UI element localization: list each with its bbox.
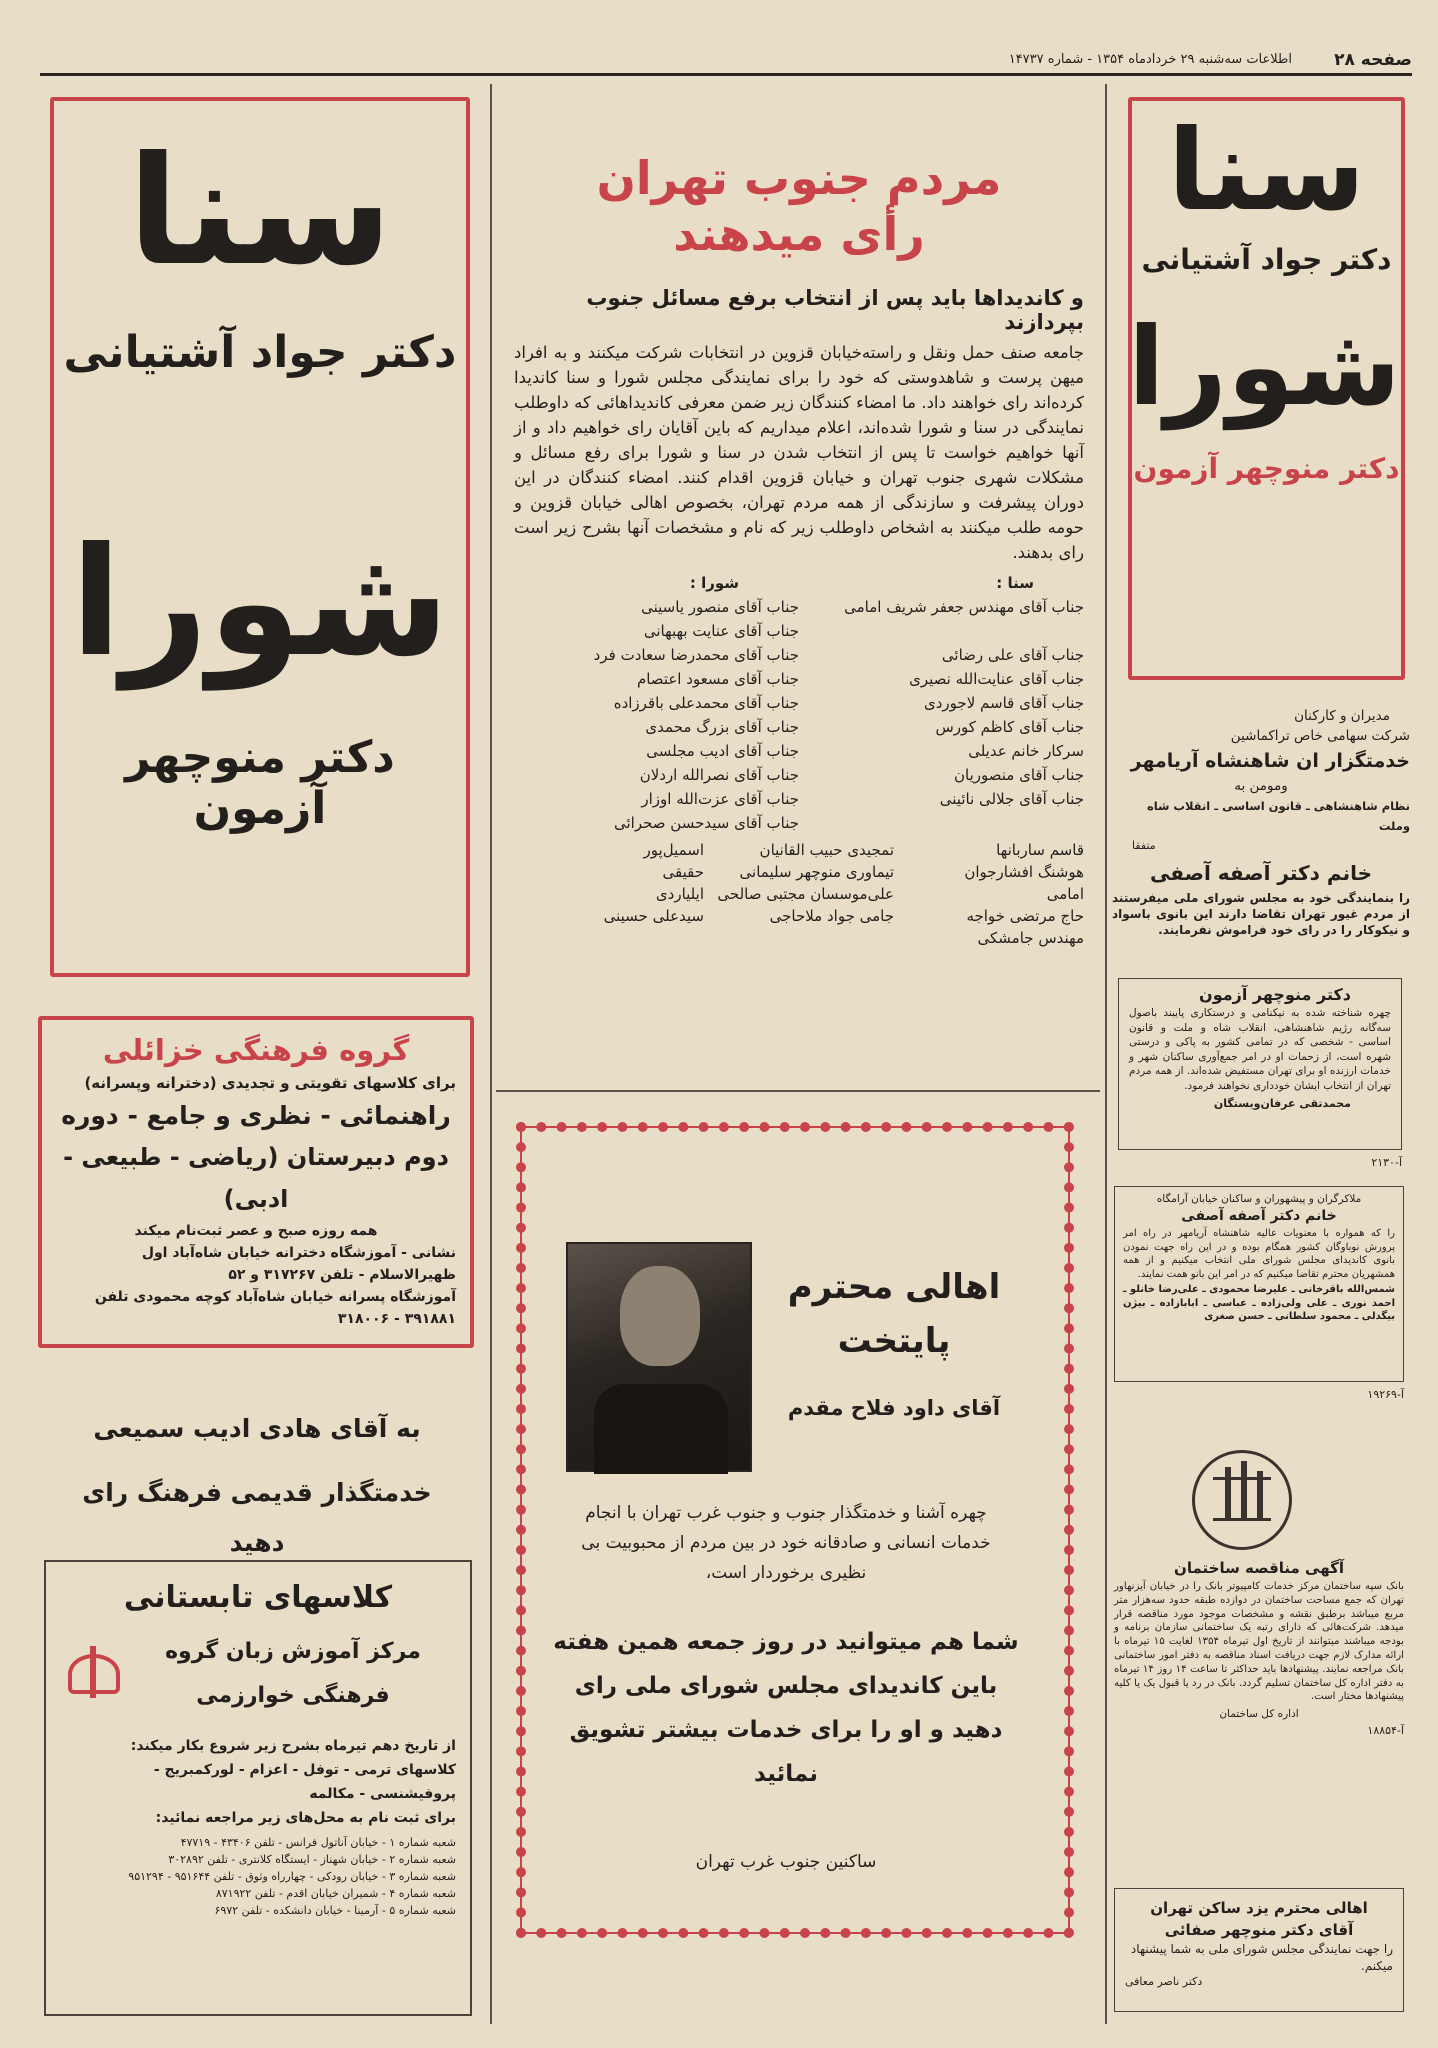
candidate-lists — [514, 571, 1084, 835]
sena-item: جناب آقای کاظم کورس — [935, 718, 1084, 736]
trak-line: متفقا — [1132, 839, 1156, 852]
trak-candidate: خانم دکتر آصفه آصفی — [1149, 861, 1373, 885]
sena-item: جناب آقای عنایت‌الله نصیری — [909, 670, 1084, 688]
signer: اسمیل‌پور — [643, 841, 704, 859]
falah-title-2: پایتخت — [837, 1321, 951, 1361]
kharazmi-logo-icon — [60, 1644, 130, 1704]
article-subhead: و کاندیداها باید پس از انتخاب برفع مسائل جنوب بپردازند — [586, 286, 1084, 334]
shora-item: جناب آقای نصرالله اردلان — [639, 766, 799, 784]
candidate-photo — [566, 1242, 752, 1472]
page-number: صفحه ۲۸ — [1334, 50, 1412, 70]
sena-list — [799, 571, 1084, 835]
summer-title: کلاسهای تابستانی — [123, 1580, 393, 1615]
khazali-address: نشانی - آموزشگاه دخترانه خیابان شاه‌آباد اول ظهیرالاسلام - تلفن ۳۱۷۲۶۷ و ۵۲ — [141, 1245, 456, 1283]
khazali-line: دوم دبیرستان (ریاضی - طبیعی - ادبی) — [63, 1143, 449, 1213]
column-rule-right — [1105, 84, 1107, 2024]
signer: امامی — [1046, 885, 1084, 903]
signer: ایلیاردی — [655, 885, 704, 903]
summer-line: پروفیشنسی - مکالمه — [309, 1786, 456, 1802]
shora-item: جناب آقای محمدرضا سعادت فرد — [593, 646, 799, 664]
branch-item: شعبه شماره ۵ - آرمینا - خیابان دانشکده - تلفن ۶۹۷۲ — [214, 1904, 456, 1917]
signers-grid — [514, 839, 1084, 949]
khazali-line: همه روزه صبح و عصر ثبت‌نام میکند — [134, 1223, 378, 1239]
trak-line: ومومن به — [1234, 778, 1288, 794]
bank-code: آ-۱۸۸۵۴ — [1367, 1724, 1404, 1738]
trak-line: مدیران و کارکنان — [1294, 708, 1390, 724]
right-election-ad — [1128, 97, 1405, 680]
sena-item: سرکار خانم عدیلی — [968, 742, 1084, 760]
khazali-title: گروه فرهنگی خزائلی — [102, 1033, 410, 1067]
summer-line: کلاسهای ترمی - توفل - اعزام - لورکمبریج - — [153, 1762, 456, 1778]
adib-line-2: خدمتگذار قدیمی فرهنگ رای دهید — [82, 1478, 432, 1557]
signer: جامی جواد ملاحاجی — [769, 907, 894, 925]
khazali-line: راهنمائی - نظری و جامع - دوره — [61, 1101, 451, 1130]
signer: علی‌موسسان مجتبی صالحی — [717, 885, 894, 903]
shora-list — [514, 571, 799, 835]
azmoon-title: دکتر منوچهر آزمون — [1199, 985, 1351, 1004]
article-body: جامعه صنف حمل ونقل و راسته‌خیابان قزوین در انتخابات شرکت میکنند و به افراد میهن پرست و شاهدوستی که خود را برای نمایندگی مجلس شورا و سنا کاندیدا کرده‌اند رای خواهند داد. ما امضاء کنندگان زیر ضمن معرفی کاندیداهائی که داوطلب نمایندگی در سنا و شورا شده‌اند، اعلام میداریم که باین آقایان رای خواهیم داد و از آنها خواهیم خواست تا پس از انتخاب شدن در سنا و شورا برای رفع مسائل و مشکلات شهری جنوب تهران و خیابان قزوین اقدام کنند. امضاء کنندگان در این دوران پیشرفت و سازندگی از همه مردم تهران، بخصوص اهالی خیابان قزوین و حومه طلب میکنند به اشخاص داوطلب زیر که نام و مشخصات آنها بشرح زیر است رای بدهند. — [514, 343, 1084, 562]
signer: تیماوری منوچهر سلیمانی — [739, 863, 894, 881]
shora-item: جناب آقای عزت‌الله اوزار — [641, 790, 799, 808]
adib-line-1: به آقای هادی ادیب سمیعی — [93, 1414, 421, 1443]
shora-item: جناب آقای ادیب مجلسی — [646, 742, 799, 760]
trak-body: را بنمایندگی خود به مجلس شورای ملی میفرستند از مردم غیور تهران تقاضا دارند این بانوی باسواد و نیکوکار را در رای خود فراموش نفرمایند. — [1112, 891, 1410, 937]
trakmashin-ad — [1112, 706, 1410, 958]
yazd-title-2: آقای دکتر منوچهر صفائی — [1164, 1921, 1354, 1939]
azmoon-body: چهره شناخته شده به نیکنامی و درستکاری پایبند باصول سه‌گانه رژیم شاهنشاهی، انقلاب شاه و ملت و قانون اساسی - شخصی که در تمامی کشور به پاکی و درستی شهره است، از زحمات او در امر جمع‌آوری ساکنان شهر و خدمات ارزنده او برای تهران مستفیض شده‌اند. از همه مردم تهران از انتخاب ایشان خودداری نخواهند فرمود. — [1129, 1007, 1391, 1092]
branch-item: شعبه شماره ۲ - خیابان شهناز - ایستگاه کلانتری - تلفن ۳۰۲۸۹۲ — [168, 1853, 456, 1866]
falah-paragraph-1: چهره آشنا و خدمتگذار جنوب و جنوب غرب تهران با انجام خدمات انسانی و صادقانه خود در بین مردم از محبوبیت بی نظیری برخوردار است، — [581, 1503, 991, 1583]
asefi-names: شمس‌الله باقرخانی ـ علیرضا محمودی ـ علی‌رضا خانلو ـ احمد نوری ـ علی ولی‌زاده ـ عباسی ـ ابابازاده ـ بیژن بیگدلی ـ محمود سلطانی ـ حسن صغری — [1123, 1284, 1395, 1322]
yazd-box — [1114, 1888, 1404, 2012]
summer-line: از تاریخ دهم تیرماه بشرح زیر شروع بکار میکند: — [130, 1738, 456, 1754]
trak-line: نظام شاهنشاهی ـ قانون اساسی ـ انقلاب شاه وملت — [1146, 799, 1410, 833]
branch-item: شعبه شماره ۴ - شمیران خیابان اقدم - تلفن ۸۷۱۹۲۲ — [215, 1887, 456, 1900]
left-election-ad — [50, 97, 470, 977]
summer-classes-ad — [44, 1560, 472, 2016]
summer-line: برای ثبت نام به محل‌های زیر مراجعه نمائید: — [155, 1810, 456, 1826]
yazd-title-1: اهالی محترم یزد ساکن تهران — [1150, 1899, 1368, 1917]
signer: حاج مرتضی خواجه — [966, 907, 1084, 925]
shora-item: جناب آقای سیدحسن صحرائی — [613, 814, 799, 832]
bank-signature: اداره کل ساختمان — [1219, 1708, 1299, 1721]
sena-item: جناب آقای جلالی نائینی — [939, 790, 1084, 808]
asefi-title: خانم دکتر آصفه آصفی — [1181, 1208, 1337, 1224]
branch-item: شعبه شماره ۱ - خیابان آناتول فرانس - تلفن ۴۳۴۰۶ - ۴۷۷۱۹ — [180, 1836, 456, 1849]
photo-suit — [594, 1384, 728, 1474]
sena-item: جناب آقای منصوریان — [954, 766, 1084, 784]
left-ad-name1: دکتر جواد آشتیانی — [63, 327, 457, 378]
trak-headline: خدمتگزار ان شاهنشاه آریامهر — [1130, 750, 1410, 772]
khazali-address: آموزشگاه پسرانه خیابان شاه‌آباد کوچه محمودی تلفن ۳۹۱۸۸۱ - ۳۱۸۰۰۶ — [94, 1289, 456, 1327]
signer: تمجیدی حبیب القانیان — [759, 841, 894, 859]
shora-item: جناب آقای بزرگ محمدی — [645, 718, 799, 736]
sena-item: جناب آقای علی رضائی — [941, 646, 1084, 664]
signer: حقیقی — [662, 863, 704, 881]
center-divider — [496, 1090, 1100, 1092]
signer: سیدعلی حسینی — [603, 907, 704, 925]
bank-tender-ad — [1114, 1556, 1404, 1856]
falah-signature: ساکنین جنوب غرب تهران — [695, 1852, 877, 1872]
sena-label: سنا : — [996, 574, 1034, 592]
asefi-top-line: ملاکرگران و پیشهوران و ساکنان خیابان آرامگاه — [1156, 1193, 1362, 1205]
sena-item: جناب آقای قاسم لاجوردی — [924, 694, 1084, 712]
masthead-line: اطلاعات سه‌شنبه ۲۹ خردادماه ۱۳۵۴ - شماره ۱۴۷۳۷ — [1008, 52, 1292, 67]
falah-paragraph-2: شما هم میتوانید در روز جمعه همین هفته باین کاندیدای مجلس شورای ملی رای دهید و او را برای خدمات بیشتر تشویق نمائید — [553, 1629, 1019, 1787]
yazd-body: را جهت نمایندگی مجلس شورای ملی به شما پیشنهاد میکنم. — [1130, 1942, 1393, 1973]
shora-item: جناب آقای مسعود اعتصام — [636, 670, 799, 688]
falah-ad — [516, 1122, 1074, 1938]
trak-company: شرکت سهامی خاص تراکماشین — [1230, 728, 1410, 744]
branch-list — [60, 1834, 456, 1919]
falah-title-1: اهالی محترم — [787, 1267, 1001, 1307]
shora-item: جناب آقای محمدعلی باقرزاده — [613, 694, 799, 712]
right-ad-sena: سنا — [1167, 106, 1366, 236]
right-ad-name1: دکتر جواد آشتیانی — [1141, 243, 1392, 276]
summer-line: فرهنگی خوارزمی — [196, 1683, 390, 1708]
asefi-body: را که همواره با معنویات عالیه شاهنشاه آریامهر در راه امر پرورش نوباوگان کشور همگام بوده و در این راه جهت نمودن بانوی کاندیدای مجلس شورای ملی انتخاب میکنیم و از همه همشهریان محترم تقاضا میکنیم که در امر این بانو همت نمایند. — [1123, 1228, 1395, 1280]
azmoon-box — [1118, 978, 1402, 1150]
summer-line: مرکز آموزش زبان گروه — [165, 1639, 421, 1664]
bank-title: آگهی مناقصه ساختمان — [1174, 1559, 1344, 1577]
page-header — [40, 48, 1412, 76]
signer: قاسم ساربانها — [996, 841, 1084, 859]
khazali-line: برای کلاسهای تقویتی و تجدیدی (دخترانه وپسرانه) — [84, 1074, 456, 1092]
azmoon-code: آ-۲۱۳۰ — [1371, 1156, 1402, 1169]
shora-label: شورا : — [689, 574, 739, 592]
left-ad-sena: سنا — [127, 125, 393, 299]
falah-name: آقای داود فلاح مقدم — [787, 1396, 1001, 1420]
yazd-signature: دکتر ناصر معافی — [1125, 1975, 1203, 1988]
shora-item: جناب آقای منصور یاسینی — [641, 598, 799, 616]
column-rule-left — [490, 84, 492, 2024]
asefi-code: آ-۱۹۲۶۹ — [1367, 1388, 1404, 1401]
article-headline-1: مردم جنوب تهران — [596, 151, 1002, 205]
khazali-ad — [38, 1016, 474, 1348]
branch-item: شعبه شماره ۳ - خیابان رودکی - چهارراه وثوق - تلفن ۹۵۱۶۴۴ - ۹۵۱۲۹۴ — [128, 1870, 456, 1883]
left-ad-name2: دکتر منوچهر آزمون — [125, 732, 395, 834]
article-headline-2: رأی میدهند — [673, 207, 925, 261]
right-ad-name2: دکتر منوچهر آزمون — [1133, 452, 1400, 485]
left-ad-shora: شورا — [70, 516, 450, 690]
signer: مهندس جامشکی — [977, 929, 1084, 947]
bank-body: بانک سپه ساختمان مرکز خدمات کامپیوتر بانک را در خیابان آیزنهاور تهران که جمع مساحت ساختمان در دوازده طبقه حدود سه‌هزار متر مربع میباشد برطبق نقشه و مشخصات موجود مورد مناقصه قرار میدهد. شرکت‌هائی که دارای رتبه یک ساختمانی سازمان برنامه و بودجه میباشند میتوانند از تاریخ اول تیرماه ۱۳۵۴ لغایت ۱۵ تیرماه با ارائه مدارک لازم جهت دریافت اسناد مناقصه به دفتر امور ساختمانی بانک مراجعه نمایند. پیشنهادها باید حداکثر تا ساعت ۱۴ روز ۱۴ تیرماه به دفتر اداره کل ساختمان تسلیم گردد. بانک در رد یا قبول یک یا کلیه پیشنهادها مختار است. — [1114, 1581, 1404, 1703]
azmoon-signature: محمدتقی عرفان‌ویستگان — [1213, 1097, 1351, 1110]
sena-item: جناب آقای مهندس جعفر شریف امامی — [844, 598, 1084, 616]
asefi-box — [1114, 1186, 1404, 1382]
signer: هوشنگ افشارجوان — [964, 863, 1084, 881]
bank-emblem-icon — [1192, 1450, 1292, 1550]
shora-item: جناب آقای عنایت بهبهانی — [643, 622, 799, 640]
center-article — [514, 150, 1084, 1080]
adib-ad — [52, 1404, 462, 1557]
right-ad-shora: شورا — [1127, 305, 1401, 430]
photo-face — [620, 1266, 700, 1366]
